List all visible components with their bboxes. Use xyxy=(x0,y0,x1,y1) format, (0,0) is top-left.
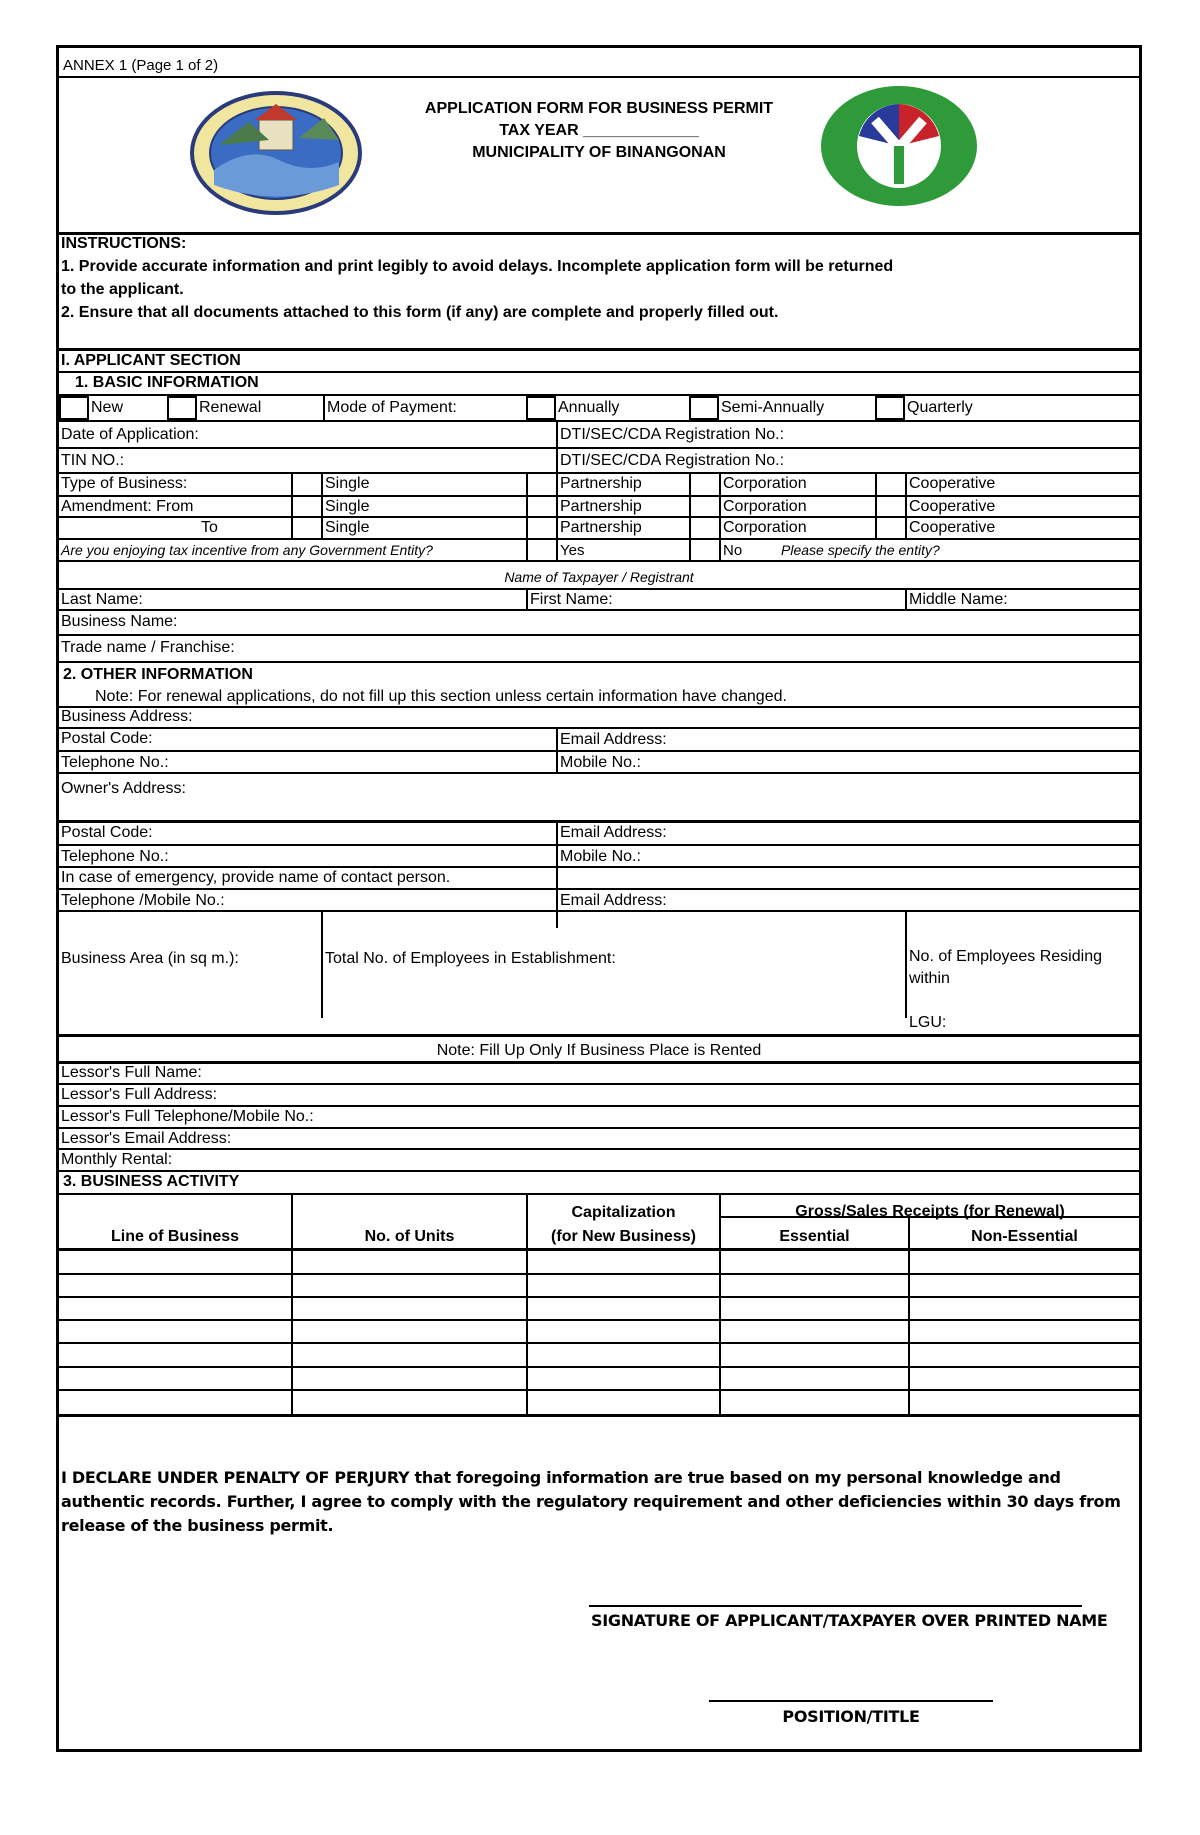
col-capitalization-sub: (for New Business) xyxy=(551,1228,696,1245)
from-corporation-option[interactable]: Corporation xyxy=(723,498,807,515)
instruction-2: 2. Ensure that all documents attached to this form (if any) are complete and properly filled out. xyxy=(61,304,779,321)
last-name-field[interactable]: Last Name: xyxy=(61,591,143,608)
position-line[interactable] xyxy=(709,1700,993,1702)
type-of-business-label: Type of Business: xyxy=(61,475,188,492)
employees-residing-label: No. of Employees Residing xyxy=(909,948,1102,965)
table-row[interactable] xyxy=(59,1296,1139,1298)
signature-caption: SIGNATURE OF APPLICANT/TAXPAYER OVER PRINTED NAME xyxy=(591,1611,1108,1630)
amendment-from-label: Amendment: From xyxy=(61,498,194,515)
quarterly-label: Quarterly xyxy=(907,399,973,416)
specify-entity-prompt: Please specify the entity? xyxy=(781,542,940,558)
business-area-field[interactable]: Business Area (in sq m.): xyxy=(61,950,239,967)
employees-residing-within: within xyxy=(909,970,950,987)
table-row[interactable] xyxy=(59,1319,1139,1321)
business-permit-form xyxy=(56,45,1142,1752)
table-row[interactable] xyxy=(59,1389,1139,1391)
middle-name-field[interactable]: Middle Name: xyxy=(909,591,1008,608)
to-corporation-option[interactable]: Corporation xyxy=(723,519,807,536)
declaration-line-3: release of the business permit. xyxy=(61,1516,334,1535)
lessor-name-field[interactable]: Lessor's Full Name: xyxy=(61,1064,202,1081)
employees-residing-lgu[interactable]: LGU: xyxy=(909,1014,947,1031)
owner-email-field[interactable]: Email Address: xyxy=(560,824,667,841)
annex-label: ANNEX 1 (Page 1 of 2) xyxy=(63,57,219,74)
renewal-label: Renewal xyxy=(199,399,262,416)
yes-option[interactable]: Yes xyxy=(560,542,585,559)
amendment-to-label: To xyxy=(201,519,218,536)
single-option[interactable]: Single xyxy=(325,475,370,492)
tin-field[interactable]: TIN NO.: xyxy=(61,452,125,469)
col-line-of-business: Line of Business xyxy=(110,1228,240,1245)
lessor-address-field[interactable]: Lessor's Full Address: xyxy=(61,1086,218,1103)
to-single-option[interactable]: Single xyxy=(325,519,370,536)
position-caption: POSITION/TITLE xyxy=(782,1707,920,1726)
from-single-option[interactable]: Single xyxy=(325,498,370,515)
first-name-field[interactable]: First Name: xyxy=(530,591,613,608)
semi-annually-label: Semi-Annually xyxy=(721,399,825,416)
new-checkbox[interactable] xyxy=(59,396,89,420)
corporation-option[interactable]: Corporation xyxy=(723,475,807,492)
renewal-checkbox[interactable] xyxy=(167,396,197,420)
lessor-email-field[interactable]: Lessor's Email Address: xyxy=(61,1130,232,1147)
owner-telephone-field[interactable]: Telephone No.: xyxy=(61,848,169,865)
dti-registration-field-2[interactable]: DTI/SEC/CDA Registration No.: xyxy=(560,452,785,469)
lessor-phone-field[interactable]: Lessor's Full Telephone/Mobile No.: xyxy=(61,1108,314,1125)
table-row[interactable] xyxy=(59,1366,1139,1368)
owner-postal-code-field[interactable]: Postal Code: xyxy=(61,824,153,841)
no-option[interactable]: No xyxy=(723,542,743,559)
semi-annually-checkbox[interactable] xyxy=(689,396,719,420)
quarterly-checkbox[interactable] xyxy=(875,396,905,420)
col-non-essential: Non-Essential xyxy=(971,1228,1078,1245)
tax-incentive-question: Are you enjoying tax incentive from any Government Entity? xyxy=(61,542,433,558)
rented-note: Note: Fill Up Only If Business Place is Rented xyxy=(436,1042,762,1059)
mode-of-payment-label: Mode of Payment: xyxy=(327,399,457,416)
declaration-line-2: authentic records. Further, I agree to comply with the regulatory requirement and other deficiencies within 30 days from xyxy=(61,1492,1121,1511)
col-no-of-units: No. of Units xyxy=(364,1228,455,1245)
annually-checkbox[interactable] xyxy=(526,396,556,420)
other-info-note: Note: For renewal applications, do not fill up this section unless certain information have changed. xyxy=(95,688,787,705)
trade-name-field[interactable]: Trade name / Franchise: xyxy=(61,639,235,656)
emergency-contact-field[interactable]: In case of emergency, provide name of contact person. xyxy=(61,869,451,886)
signature-line[interactable] xyxy=(589,1605,1082,1607)
business-name-field[interactable]: Business Name: xyxy=(61,613,178,630)
business-postal-code-field[interactable]: Postal Code: xyxy=(61,730,153,747)
other-info-title: 2. OTHER INFORMATION xyxy=(63,666,253,683)
col-essential: Essential xyxy=(779,1228,850,1245)
dti-registration-field-1[interactable]: DTI/SEC/CDA Registration No.: xyxy=(560,426,785,443)
business-address-field[interactable]: Business Address: xyxy=(61,708,193,725)
taxpayer-name-header: Name of Taxpayer / Registrant xyxy=(504,569,694,585)
owner-mobile-field[interactable]: Mobile No.: xyxy=(560,848,641,865)
partnership-option[interactable]: Partnership xyxy=(560,475,642,492)
basic-info-title: 1. BASIC INFORMATION xyxy=(75,374,259,391)
monthly-rental-field[interactable]: Monthly Rental: xyxy=(61,1151,173,1168)
cooperative-option[interactable]: Cooperative xyxy=(909,475,996,492)
col-gross-sales: Gross/Sales Receipts (for Renewal) xyxy=(795,1203,1065,1220)
to-partnership-option[interactable]: Partnership xyxy=(560,519,642,536)
tax-year: TAX YEAR _____________ xyxy=(499,122,699,139)
instruction-1: 1. Provide accurate information and print legibly to avoid delays. Incomplete application form will be returned xyxy=(61,258,894,275)
to-cooperative-option[interactable]: Cooperative xyxy=(909,519,996,536)
col-capitalization: Capitalization xyxy=(571,1204,676,1221)
business-mobile-field[interactable]: Mobile No.: xyxy=(560,754,641,771)
business-email-field[interactable]: Email Address: xyxy=(560,731,667,748)
table-row[interactable] xyxy=(59,1273,1139,1275)
applicant-section-title: I. APPLICANT SECTION xyxy=(61,352,241,369)
emergency-phone-field[interactable]: Telephone /Mobile No.: xyxy=(61,892,225,909)
emergency-email-field[interactable]: Email Address: xyxy=(560,892,667,909)
table-row[interactable] xyxy=(59,1342,1139,1344)
date-of-application-field[interactable]: Date of Application: xyxy=(61,426,199,443)
declaration-line-1: I DECLARE UNDER PENALTY OF PERJURY that foregoing information are true based on my personal knowledge and xyxy=(61,1468,1061,1487)
form-title: APPLICATION FORM FOR BUSINESS PERMIT xyxy=(424,100,774,117)
instruction-1-cont: to the applicant. xyxy=(61,281,184,298)
from-cooperative-option[interactable]: Cooperative xyxy=(909,498,996,515)
business-telephone-field[interactable]: Telephone No.: xyxy=(61,754,169,771)
municipality: MUNICIPALITY OF BINANGONAN xyxy=(472,144,726,161)
annually-label: Annually xyxy=(558,399,620,416)
from-partnership-option[interactable]: Partnership xyxy=(560,498,642,515)
new-label: New xyxy=(91,399,124,416)
business-activity-title: 3. BUSINESS ACTIVITY xyxy=(63,1173,240,1190)
instructions-title: INSTRUCTIONS: xyxy=(61,235,187,252)
owner-address-field[interactable]: Owner's Address: xyxy=(61,780,186,797)
total-employees-field[interactable]: Total No. of Employees in Establishment: xyxy=(325,950,616,967)
